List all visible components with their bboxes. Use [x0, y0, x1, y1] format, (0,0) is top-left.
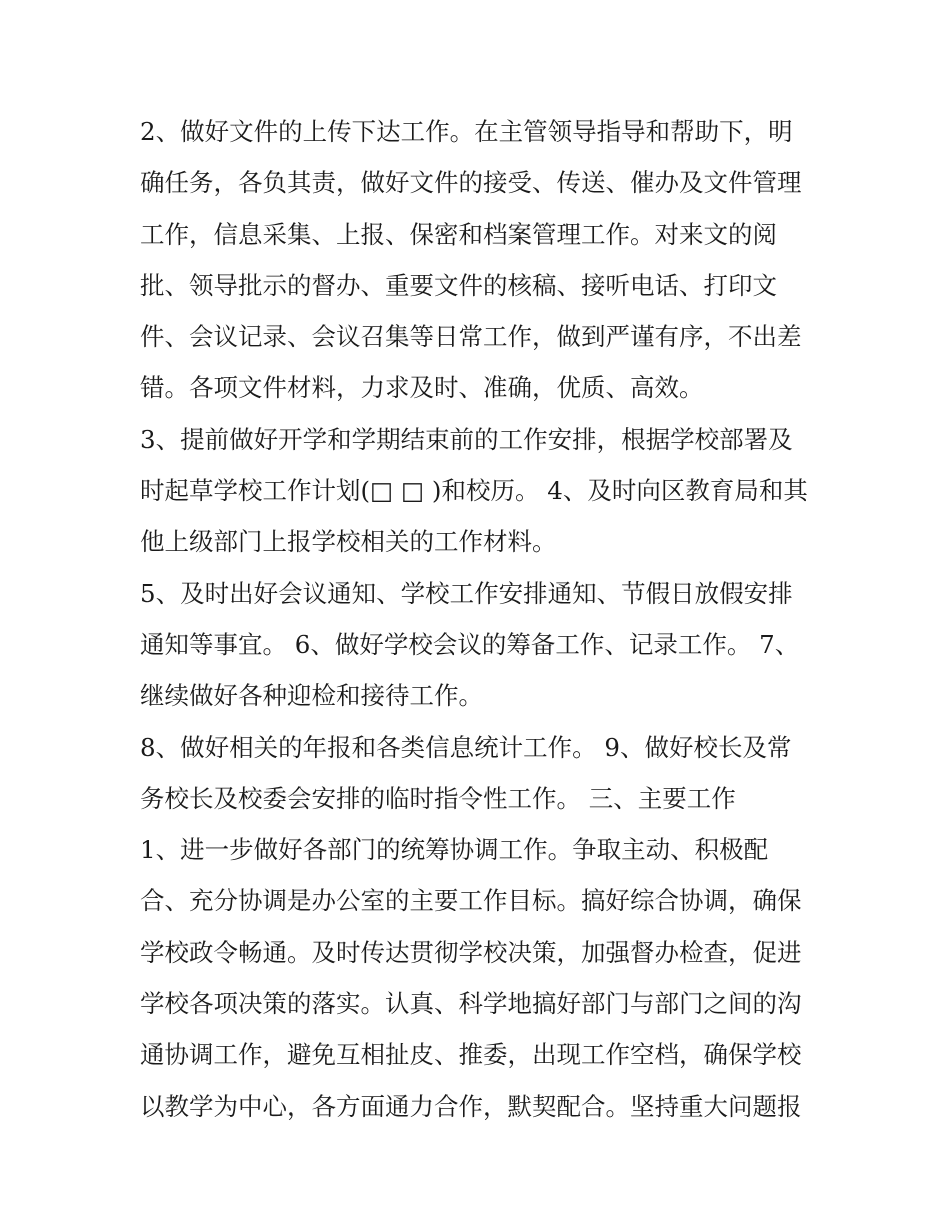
text-line: 务校长及校委会安排的临时指令性工作。 三、主要工作 — [140, 783, 736, 813]
text-line: 学校政令畅通。及时传达贯彻学校决策，加强督办检查，促进 — [140, 937, 802, 967]
text-line: 1、进一步做好各部门的统筹协调工作。争取主动、积极配 — [140, 835, 769, 865]
text-line: 3、提前做好开学和学期结束前的工作安排，根据学校部署及 — [140, 424, 793, 454]
text-line: 通知等事宜。 6、做好学校会议的筹备工作、记录工作。 7、 — [140, 629, 800, 659]
text-line: 批、领导批示的督办、重要文件的核稿、接听电话、打印文 — [140, 270, 777, 300]
body-text — [140, 106, 830, 1132]
text-line: 他上级部门上报学校相关的工作材料。 — [140, 527, 557, 557]
text-line: 合、充分协调是办公室的主要工作目标。搞好综合协调，确保 — [140, 886, 802, 916]
text-line: 确任务，各负其责，做好文件的接受、传送、催办及文件管理 — [140, 168, 802, 198]
text-line: 8、做好相关的年报和各类信息统计工作。 9、做好校长及常 — [140, 732, 792, 762]
text-line: 时起草学校工作计划(□ □ )和校历。 4、及时向区教育局和其 — [140, 476, 808, 506]
text-line: 5、及时出好会议通知、学校工作安排通知、节假日放假安排 — [140, 578, 793, 608]
text-line: 通协调工作，避免互相扯皮、推委，出现工作空档，确保学校 — [140, 1040, 802, 1070]
text-line: 学校各项决策的落实。认真、科学地搞好部门与部门之间的沟 — [140, 989, 802, 1019]
text-line: 以教学为中心，各方面通力合作，默契配合。坚持重大问题报 — [140, 1091, 802, 1121]
text-line: 件、会议记录、会议召集等日常工作，做到严谨有序，不出差 — [140, 322, 802, 352]
text-line: 工作，信息采集、上报、保密和档案管理工作。对来文的阅 — [140, 219, 777, 249]
text-line: 错。各项文件材料，力求及时、准确，优质、高效。 — [140, 373, 704, 403]
text-line: 2、做好文件的上传下达工作。在主管领导指导和帮助下，明 — [140, 117, 793, 146]
text-line: 继续做好各种迎检和接待工作。 — [140, 681, 483, 711]
